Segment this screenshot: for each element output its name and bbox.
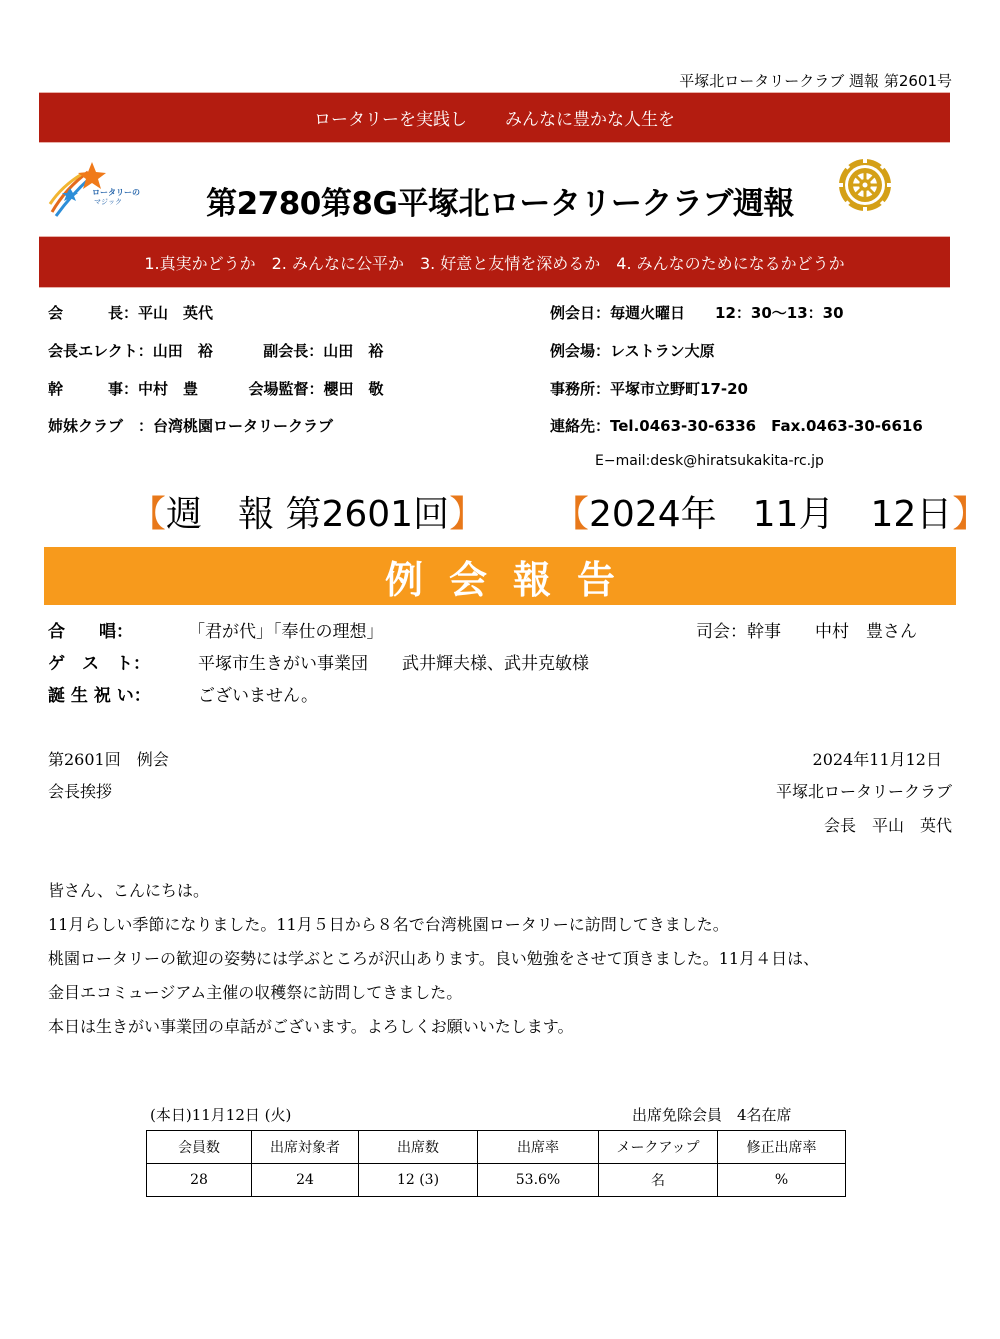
attendance-table [146, 1130, 846, 1197]
newsletter-issue-line: 平塚北ロータリークラブ 週報 第2601号 [679, 72, 952, 90]
guest-row [48, 649, 589, 674]
sister-club-value: 台湾桃園ロータリークラブ [153, 417, 334, 435]
greeting-body [48, 874, 819, 1044]
header-eligible: 出席対象者 [252, 1131, 359, 1164]
sister-club-row [48, 415, 333, 436]
value-rate: 53.6% [478, 1164, 599, 1197]
logo-text-1: ロータリーの [92, 188, 140, 197]
slogan-part-2: みんなに豊かな人生を [505, 110, 675, 130]
secretary-label: 幹 事： [48, 380, 139, 398]
birthday-row [48, 681, 318, 706]
header-attended: 出席数 [359, 1131, 478, 1164]
section-title: 例会報告 [384, 557, 641, 602]
issue-number-text: 週 報 第2601回 [166, 494, 450, 535]
newsletter-title: 第2780第8G平塚北ロータリークラブ週報 [206, 186, 794, 222]
contact-value: Tel.0463-30-6336 Fax.0463-30-6616 [610, 417, 923, 435]
email-address: E−mail:desk@hiratsukakita-rc.jp [595, 453, 824, 469]
president-elect-row [48, 340, 383, 361]
meeting-day-value: 毎週火曜日 12：30～13：30 [610, 304, 844, 322]
sergeant-value: 櫻田 敬 [323, 380, 384, 398]
venue-label: 例会場： [550, 342, 611, 360]
value-makeup: 名 [599, 1164, 718, 1197]
attendance-value-row [147, 1164, 846, 1197]
song-label: 合 唱： [48, 622, 133, 642]
body-line: 皆さん、こんにちは。 [48, 881, 209, 900]
president-label: 会 長： [48, 304, 139, 322]
attendance-exempt: 出席免除会員 4名在席 [632, 1106, 792, 1124]
logo-text-2: マジック [94, 198, 122, 206]
value-attended: 12 (3) [359, 1164, 478, 1197]
body-line: 金目エコミュージアム主催の収穫祭に訪問してきました。 [48, 983, 463, 1002]
section-banner [44, 547, 956, 605]
greeting-title: 会長挨拶 [48, 782, 113, 801]
value-adjusted-rate: % [718, 1164, 846, 1197]
bracket-open-date: 【 [553, 494, 590, 535]
president-elect-label: 会長エレクト： [48, 342, 153, 360]
vice-president-label: 副会長： [263, 342, 324, 360]
office-value: 平塚市立野町17-20 [610, 380, 748, 398]
body-line: 桃園ロータリーの歓迎の姿勢には学ぶところが沢山あります。良い勉強をさせて頂きました。11月４日は、 [48, 949, 820, 968]
rotary-wheel-icon [835, 155, 895, 215]
song-value: 「君が代」「奉仕の理想」 [188, 622, 384, 642]
bracket-close: 】 [449, 494, 486, 535]
body-line: 本日は生きがい事業団の卓話がございます。よろしくお願いいたします。 [48, 1017, 574, 1036]
birthday-label: 誕 生 祝 い： [48, 686, 151, 706]
issue-date-text: 2024年 11月 12日 [589, 494, 953, 535]
guest-label: ゲ ス ト： [48, 654, 150, 674]
club-name: 平塚北ロータリークラブ [775, 782, 952, 801]
bracket-open: 【 [130, 494, 167, 535]
meeting-day-row [550, 302, 844, 323]
header-adjusted-rate: 修正出席率 [718, 1131, 846, 1164]
value-eligible: 24 [252, 1164, 359, 1197]
bracket-close-date: 】 [952, 494, 989, 535]
four-way-test-banner: 1.真実かどうか 2. みんなに公平か 3. 好意と友情を深めるか 4. みんなのためになるかどうか [39, 236, 950, 288]
slogan-part-1: ロータリーを実践し [314, 110, 467, 130]
value-members: 28 [147, 1164, 252, 1197]
song-row [48, 617, 384, 642]
president-row [48, 302, 213, 323]
office-row [550, 378, 748, 399]
president-value: 平山 英代 [138, 304, 214, 322]
header-makeup: メークアップ [599, 1131, 718, 1164]
vice-president-value: 山田 裕 [323, 342, 384, 360]
attendance-date: (本日)11月12日 (火) [150, 1106, 292, 1124]
venue-row [550, 340, 715, 361]
secretary-value: 中村 豊 [138, 380, 199, 398]
header-rate: 出席率 [478, 1131, 599, 1164]
sergeant-label: 会場監督： [248, 380, 324, 398]
issue-number [130, 486, 485, 537]
greeting-date: 2024年11月12日 [812, 750, 942, 769]
slogan-banner [39, 92, 950, 143]
body-line: 11月らしい季節になりました。11月５日から８名で台湾桃園ロータリーに訪問してきました。 [48, 915, 729, 934]
mc: 司会：幹事 中村 豊さん [696, 622, 917, 642]
contact-row [550, 415, 923, 436]
signer: 会長 平山 英代 [823, 816, 952, 835]
issue-date [553, 486, 988, 537]
attendance-header-row [147, 1131, 846, 1164]
birthday-value: ございません。 [198, 686, 319, 706]
venue-value: レストラン大原 [610, 342, 715, 360]
president-elect-value: 山田 裕 [152, 342, 213, 360]
contact-label: 連絡先： [550, 417, 611, 435]
header-members: 会員数 [147, 1131, 252, 1164]
guest-value: 平塚市生きがい事業団 武井輝夫様、武井克敏様 [198, 654, 589, 674]
meeting-day-label: 例会日： [550, 304, 611, 322]
meeting-number: 第2601回 例会 [48, 750, 169, 769]
sister-club-label: 姉妹クラブ ： [48, 417, 154, 435]
secretary-row [48, 378, 384, 399]
office-label: 事務所： [550, 380, 611, 398]
